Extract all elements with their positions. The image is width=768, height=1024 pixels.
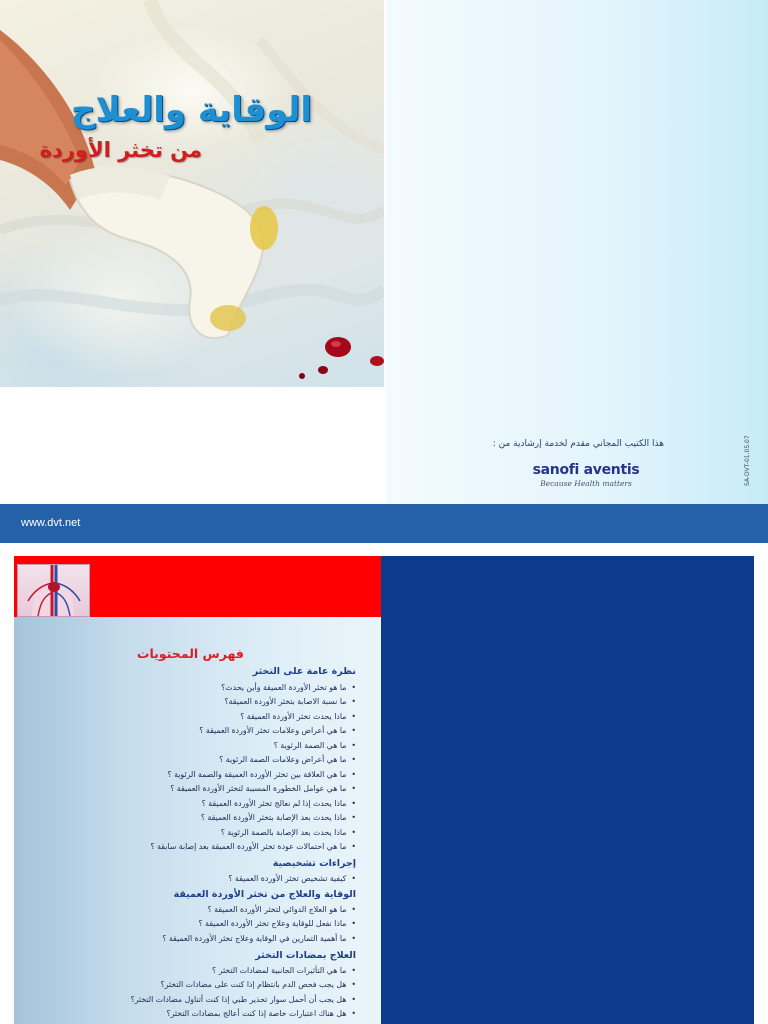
toc-item[interactable]: •هل يجب أن أحمل سوار تحذير طبي إذا كنت أتناول مضادات التخثر؟ (130, 995, 356, 1004)
toc-section-heading[interactable]: نظرة عامة على التخثر (252, 666, 356, 677)
table-of-contents (14, 556, 381, 1024)
toc-item[interactable]: •ما هي أعراض وعلامات تخثر الأوردة العميقة ؟ (199, 726, 356, 735)
brand-logo (526, 462, 646, 488)
toc-item[interactable]: •هل هناك اعتبارات خاصة إذا كنت أعالج بمضادات التخثر؟ (166, 1009, 356, 1018)
navy-panel (381, 556, 754, 1024)
toc-title: فهرس المحتويات (136, 646, 244, 661)
brand-name: sanofi aventis (532, 462, 640, 478)
toc-item[interactable]: •ماذا يحدث تخثر الأوردة العميقة ؟ (240, 712, 356, 721)
toc-item[interactable]: •ماذا يحدث بعد الإصابة بتخثر الأوردة العميقة ؟ (200, 813, 356, 822)
contents-page (14, 556, 754, 1024)
toc-item[interactable]: •ما نسبة الاصابة بتخثر الأوردة العميقة؟ (224, 697, 356, 706)
toc-item[interactable]: •ما هي العلاقة بين تخثر الأوردة العميقة والصمة الرئوية ؟ (167, 770, 356, 779)
toc-item[interactable]: •كيفية تشخيص تخثر الأوردة العميقة ؟ (228, 874, 356, 883)
site-bar (0, 504, 768, 543)
cover-title: الوقاية والعلاج (70, 90, 312, 130)
site-url[interactable]: www.dvt.net (21, 517, 81, 529)
toc-item[interactable]: •ماذا نفعل للوقاية وعلاج تخثر الأوردة العميقة ؟ (198, 919, 356, 928)
toc-item[interactable]: •ماذا يحدث إذا لم نعالج تخثر الأوردة العميقة ؟ (201, 799, 356, 808)
toc-section-heading[interactable]: العلاج بمضادات التخثر (255, 950, 356, 961)
toc-item[interactable]: •ما هي أعراض وعلامات الصمة الرئوية ؟ (219, 755, 356, 764)
cover-subtitle: من تخثر الأوردة (39, 138, 202, 162)
toc-item[interactable]: •ما هي التأثيرات الجانبية لمضادات التخثر ؟ (212, 966, 356, 975)
toc-section-heading[interactable]: إجراءات تشخيصية (272, 858, 356, 869)
toc-item[interactable]: •ما هي عوامل الخطورة المسببة لتخثر الأوردة العميقة ؟ (170, 784, 356, 793)
brand-tagline: Because Health matters (540, 479, 632, 488)
toc-item[interactable]: •ماذا يحدث بعد الإصابة بالصمة الرئوية ؟ (220, 828, 356, 837)
cover-photo-illustration (0, 0, 384, 387)
cover-photo (0, 0, 384, 387)
blank-area (0, 387, 384, 504)
toc-section-heading[interactable]: الوقاية والعلاج من تخثر الأوردة العميقة (173, 889, 356, 900)
toc-item[interactable]: •ما هي الصمة الرئوية ؟ (273, 741, 356, 750)
toc-item[interactable]: •هل يجب فحص الدم بانتظام إذا كنت على مضادات التخثر؟ (160, 980, 356, 989)
toc-item[interactable]: •ما هي احتمالات عودة تخثر الأوردة العميقة بعد إصابة سابقة ؟ (150, 842, 356, 851)
sponsor-note: هذا الكتيب المجاني مقدم لخدمة إرشادية من : (492, 439, 664, 449)
back-cover (386, 0, 768, 504)
print-code: SA-DVT-01.05.07 (744, 435, 751, 486)
toc-item[interactable]: •ما هو العلاج الدوائي لتخثر الأوردة العميقة ؟ (207, 905, 356, 914)
toc-item[interactable]: •ما هو تخثر الأوردة العميقة وأين يحدث؟ (221, 683, 356, 692)
toc-item[interactable]: •ما أهمية التمارين في الوقاية وعلاج تخثر الأوردة العميقة ؟ (162, 934, 356, 943)
